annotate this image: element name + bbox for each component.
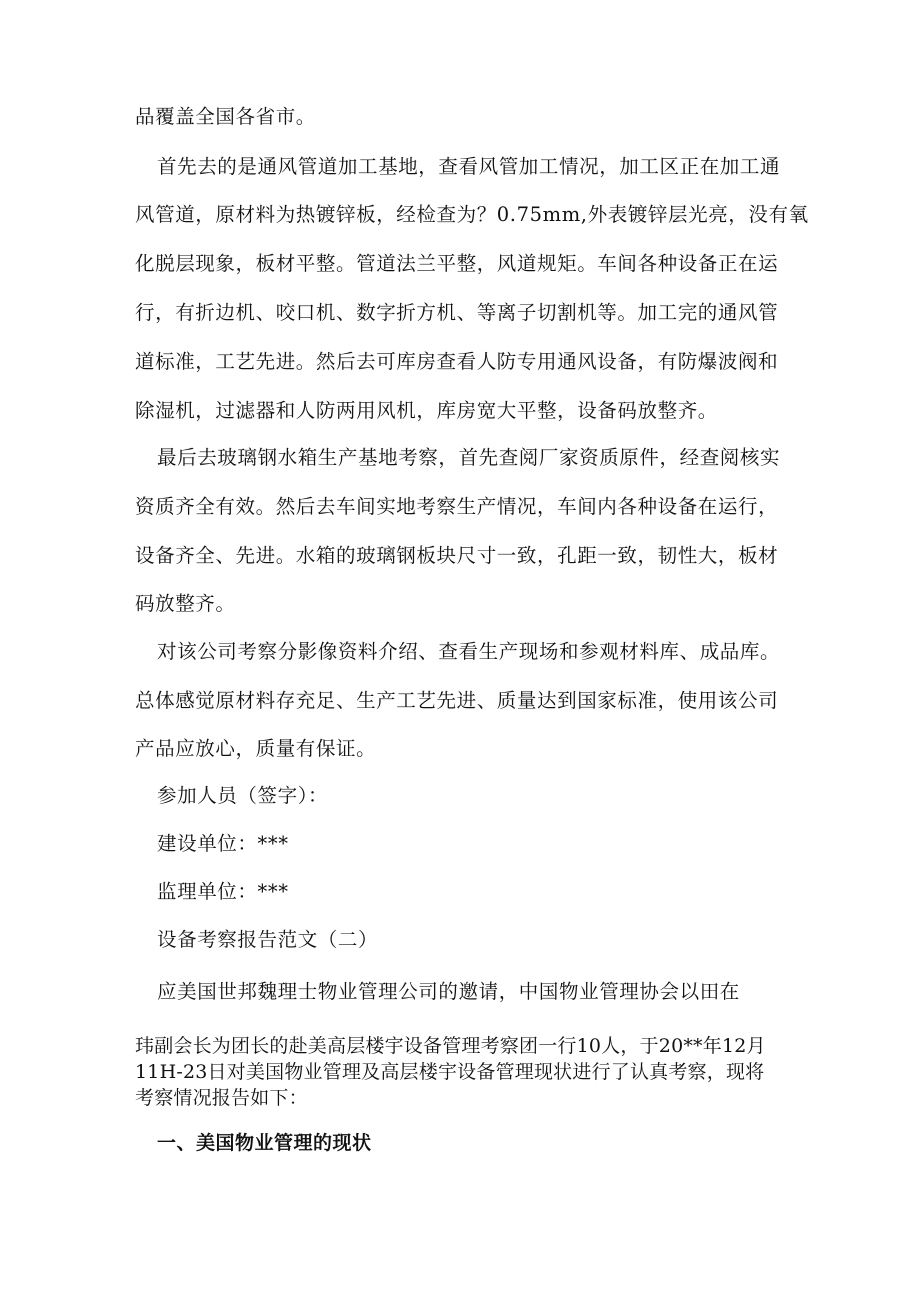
- supervision-unit: 监理单位：***: [157, 880, 289, 903]
- paragraph-line: 码放整齐。: [135, 592, 236, 615]
- paragraph-line: 玮副会长为团长的赴美高层楼宇设备管理考察团一行10人，于20**年12月: [135, 1035, 766, 1057]
- signature-heading: 参加人员（签字）：: [157, 784, 329, 807]
- paragraph-line: 首先去的是通风管道加工基地，查看风管加工情况，加工区正在加工通: [157, 155, 781, 178]
- paragraph-line: 对该公司考察分影像资料介绍、查看生产现场和参观材料库、成品库。: [157, 640, 781, 663]
- paragraph-line: 产品应放心，质量有保证。: [135, 737, 377, 760]
- paragraph-line: 11H-23日对美国物业管理及高层楼宇设备管理现状进行了认真考察，现将: [135, 1061, 765, 1083]
- paragraph-line: 设备齐全、先进。水箱的玻璃钢板块尺寸一致，孔距一致，韧性大，板材: [135, 544, 779, 567]
- paragraph-line: 风管道，原材料为热镀锌板，经检查为？0.75mm,外表镀锌层光亮，没有氧: [135, 203, 809, 226]
- construction-unit: 建设单位：***: [157, 832, 289, 855]
- paragraph-line: 化脱层现象，板材平整。管道法兰平整，风道规矩。车间各种设备正在运: [135, 252, 779, 275]
- paragraph-line: 最后去玻璃钢水箱生产基地考察，首先查阅厂家资质原件，经查阅核实: [157, 446, 781, 469]
- paragraph-line: 考察情况报告如下：: [135, 1087, 308, 1109]
- paragraph-line: 道标准，工艺先进。然后去可库房查看人防专用通风设备，有防爆波阀和: [135, 350, 779, 373]
- paragraph-line: 除湿机，过滤器和人防两用风机，库房宽大平整，设备码放整齐。: [135, 399, 718, 422]
- paragraph-line: 总体感觉原材料存充足、生产工艺先进、质量达到国家标准，使用该公司: [135, 689, 779, 712]
- paragraph-line: 行，有折边机、咬口机、数字折方机、等离子切割机等。加工完的通风管: [135, 301, 779, 324]
- paragraph-line: 品覆盖全国各省市。: [135, 105, 316, 128]
- section-heading: 一、美国物业管理的现状: [157, 1132, 372, 1154]
- paragraph-line: 资质齐全有效。然后去车间实地考察生产情况，车间内各种设备在运行，: [135, 495, 779, 518]
- paragraph-line: 应美国世邦魏理士物业管理公司的邀请，中国物业管理协会以田在: [157, 980, 740, 1003]
- section-title: 设备考察报告范文（二）: [157, 928, 379, 951]
